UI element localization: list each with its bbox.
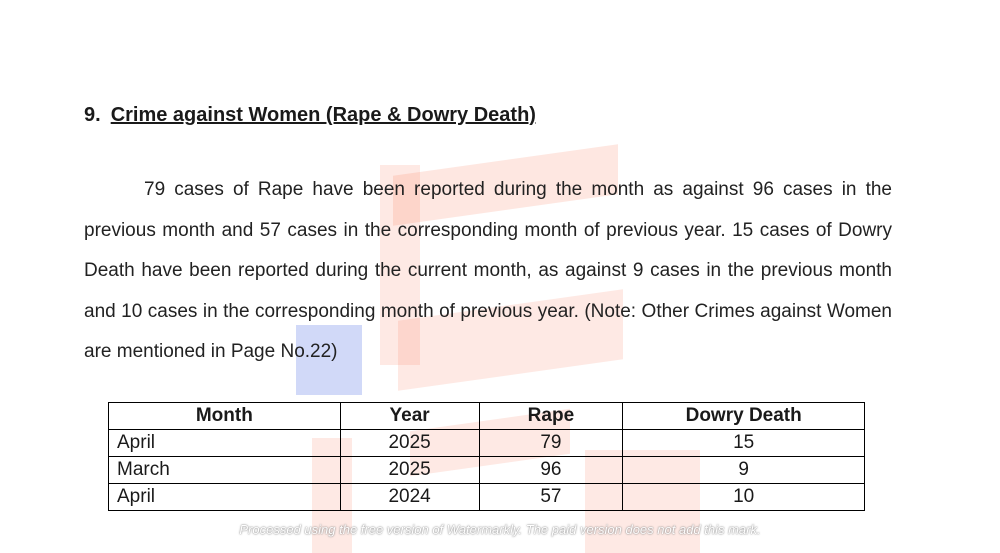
cell-year: 2025 bbox=[340, 457, 479, 484]
column-header-dowry-death: Dowry Death bbox=[623, 403, 865, 430]
cell-dowry-death: 10 bbox=[623, 484, 865, 511]
table-row bbox=[109, 484, 865, 511]
cell-year: 2024 bbox=[340, 484, 479, 511]
table-row bbox=[109, 430, 865, 457]
table-header-row bbox=[109, 403, 865, 430]
cell-rape: 79 bbox=[479, 430, 623, 457]
section-heading bbox=[84, 104, 536, 127]
section-title: Crime against Women (Rape & Dowry Death) bbox=[110, 104, 536, 126]
column-header-month: Month bbox=[109, 403, 341, 430]
cell-dowry-death: 15 bbox=[623, 430, 865, 457]
section-number: 9. bbox=[84, 104, 101, 126]
cell-month: April bbox=[109, 430, 341, 457]
cell-month: April bbox=[109, 484, 341, 511]
cell-rape: 96 bbox=[479, 457, 623, 484]
cell-month: March bbox=[109, 457, 341, 484]
crime-stats-table bbox=[108, 402, 865, 511]
cell-rape: 57 bbox=[479, 484, 623, 511]
cell-dowry-death: 9 bbox=[623, 457, 865, 484]
table-row bbox=[109, 457, 865, 484]
column-header-rape: Rape bbox=[479, 403, 623, 430]
paragraph-text: 79 cases of Rape have been reported during the month as against 96 cases in the previous month and 57 cases in the corresponding month of previous year. 15 cases of Dowry Death have been reported during the current month, as against 9 cases in the previous month and 10 cases in the corresponding month of previous year. (Note: Other Crimes against Women are mentioned in Page No.22) bbox=[84, 179, 892, 362]
watermark-notice: Processed using the free version of Watermarkly. The paid version does not add this mark. bbox=[239, 522, 761, 537]
summary-paragraph bbox=[84, 170, 892, 373]
column-header-year: Year bbox=[340, 403, 479, 430]
cell-year: 2025 bbox=[340, 430, 479, 457]
